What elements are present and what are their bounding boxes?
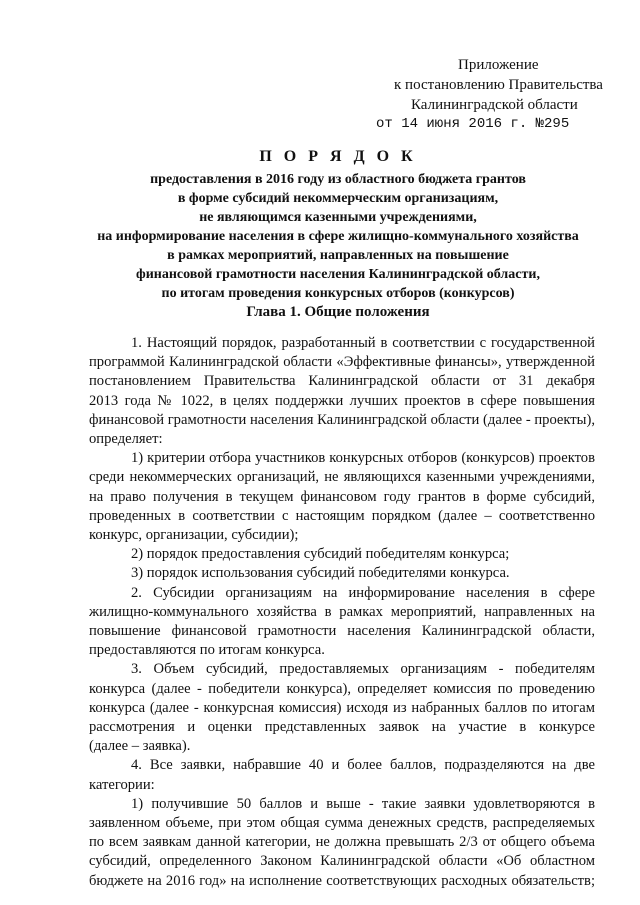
text-line: 3. Объем субсидий, предоставляемых организациям - победителям	[131, 661, 595, 678]
text-line: проведенных в соответствии с настоящим порядком (далее – соответственно	[89, 507, 595, 524]
text-line: (далее – заявка).	[89, 738, 191, 755]
text-line: 2) порядок предоставления субсидий победителям конкурса;	[131, 546, 510, 563]
title-line: в форме субсидий некоммерческим организациям,	[177, 191, 499, 206]
text-line: конкурса (далее - победители конкурса), определяет комиссия по проведению	[89, 680, 595, 697]
title-line: на информирование населения в сфере жилищно-коммунального хозяйства	[97, 229, 579, 244]
text-line: определяет:	[89, 431, 163, 448]
title-line: финансовой грамотности населения Калининградской области,	[136, 267, 540, 282]
text-line: 2. Субсидии организациям на информирование населения в сфере	[131, 584, 595, 601]
text-line: 1. Настоящий порядок, разработанный в соответствии с государственной	[131, 335, 595, 351]
text-line: субсидий, определенного Законом Калининградской области «Об областном	[89, 853, 595, 870]
title-line: по итогам проведения конкурсных отборов (конкурсов)	[161, 286, 515, 301]
text-line: категории:	[89, 776, 155, 793]
text-line: конкурса (далее - конкурсная комиссия) исходя из набранных баллов по итогам	[89, 699, 595, 716]
text-line: конкурс, организации, субсидии);	[89, 527, 299, 544]
document-title	[88, 146, 588, 303]
appendix-region: Калининградской области	[411, 97, 578, 113]
text-line: жилищно-коммунального хозяйства в рамках мероприятий, направленных на	[89, 603, 595, 620]
text-line: 2013 года № 1022, в целях поддержки лучших проектов в сфере повышения	[89, 392, 595, 409]
text-line: бюджете на 2016 год» на исполнение соответствующих расходных обязательств;	[89, 872, 595, 889]
title-line: в рамках мероприятий, направленных на повышение	[167, 248, 509, 263]
text-line: 1) критерии отбора участников конкурсных отборов (конкурсов) проектов	[131, 450, 595, 467]
appendix-date-number: от 14 июня 2016 г. №295	[376, 116, 570, 132]
text-line: предоставляются по итогам конкурса.	[89, 642, 325, 659]
text-line: рассмотрения и оценки представленных заявок на участие в конкурсе	[89, 719, 595, 736]
title-line: не являющимся казенными учреждениями,	[199, 210, 477, 225]
text-line: по всем заявкам данной категории, не должна превышать 2/3 от общего объема	[89, 834, 595, 851]
text-line: 1) получившие 50 баллов и выше - такие заявки удовлетворяются в	[131, 795, 595, 812]
text-line: финансовой грамотности населения Калининградской области (далее - проекты),	[89, 411, 595, 428]
title-line: предоставления в 2016 году из областного бюджета грантов	[150, 172, 526, 187]
text-line: заявленном объеме, при этом общая сумма денежных средств, распределяемых	[89, 815, 595, 832]
appendix-label: Приложение	[458, 57, 539, 73]
text-line: среди некоммерческих организаций, не являющихся казенными учреждениями,	[89, 469, 595, 486]
chapter-heading: Глава 1. Общие положения	[246, 304, 430, 320]
title-main: П О Р Я Д О К	[259, 148, 417, 165]
text-line: 3) порядок использования субсидий победителями конкурса.	[131, 565, 510, 582]
text-line: постановлением Правительства Калининградской области от 31 декабря	[89, 373, 595, 390]
text-line: повышение финансовой грамотности населения Калининградской области,	[89, 623, 595, 640]
text-line: на право получения в текущем финансовом году грантов в форме субсидий,	[89, 488, 595, 505]
appendix-reference: к постановлению Правительства	[394, 77, 603, 93]
body-text	[89, 334, 595, 891]
text-line: программой Калининградской области «Эффективные финансы», утвержденной	[89, 354, 595, 371]
text-line: 4. Все заявки, набравшие 40 и более баллов, подразделяются на две	[131, 757, 595, 774]
